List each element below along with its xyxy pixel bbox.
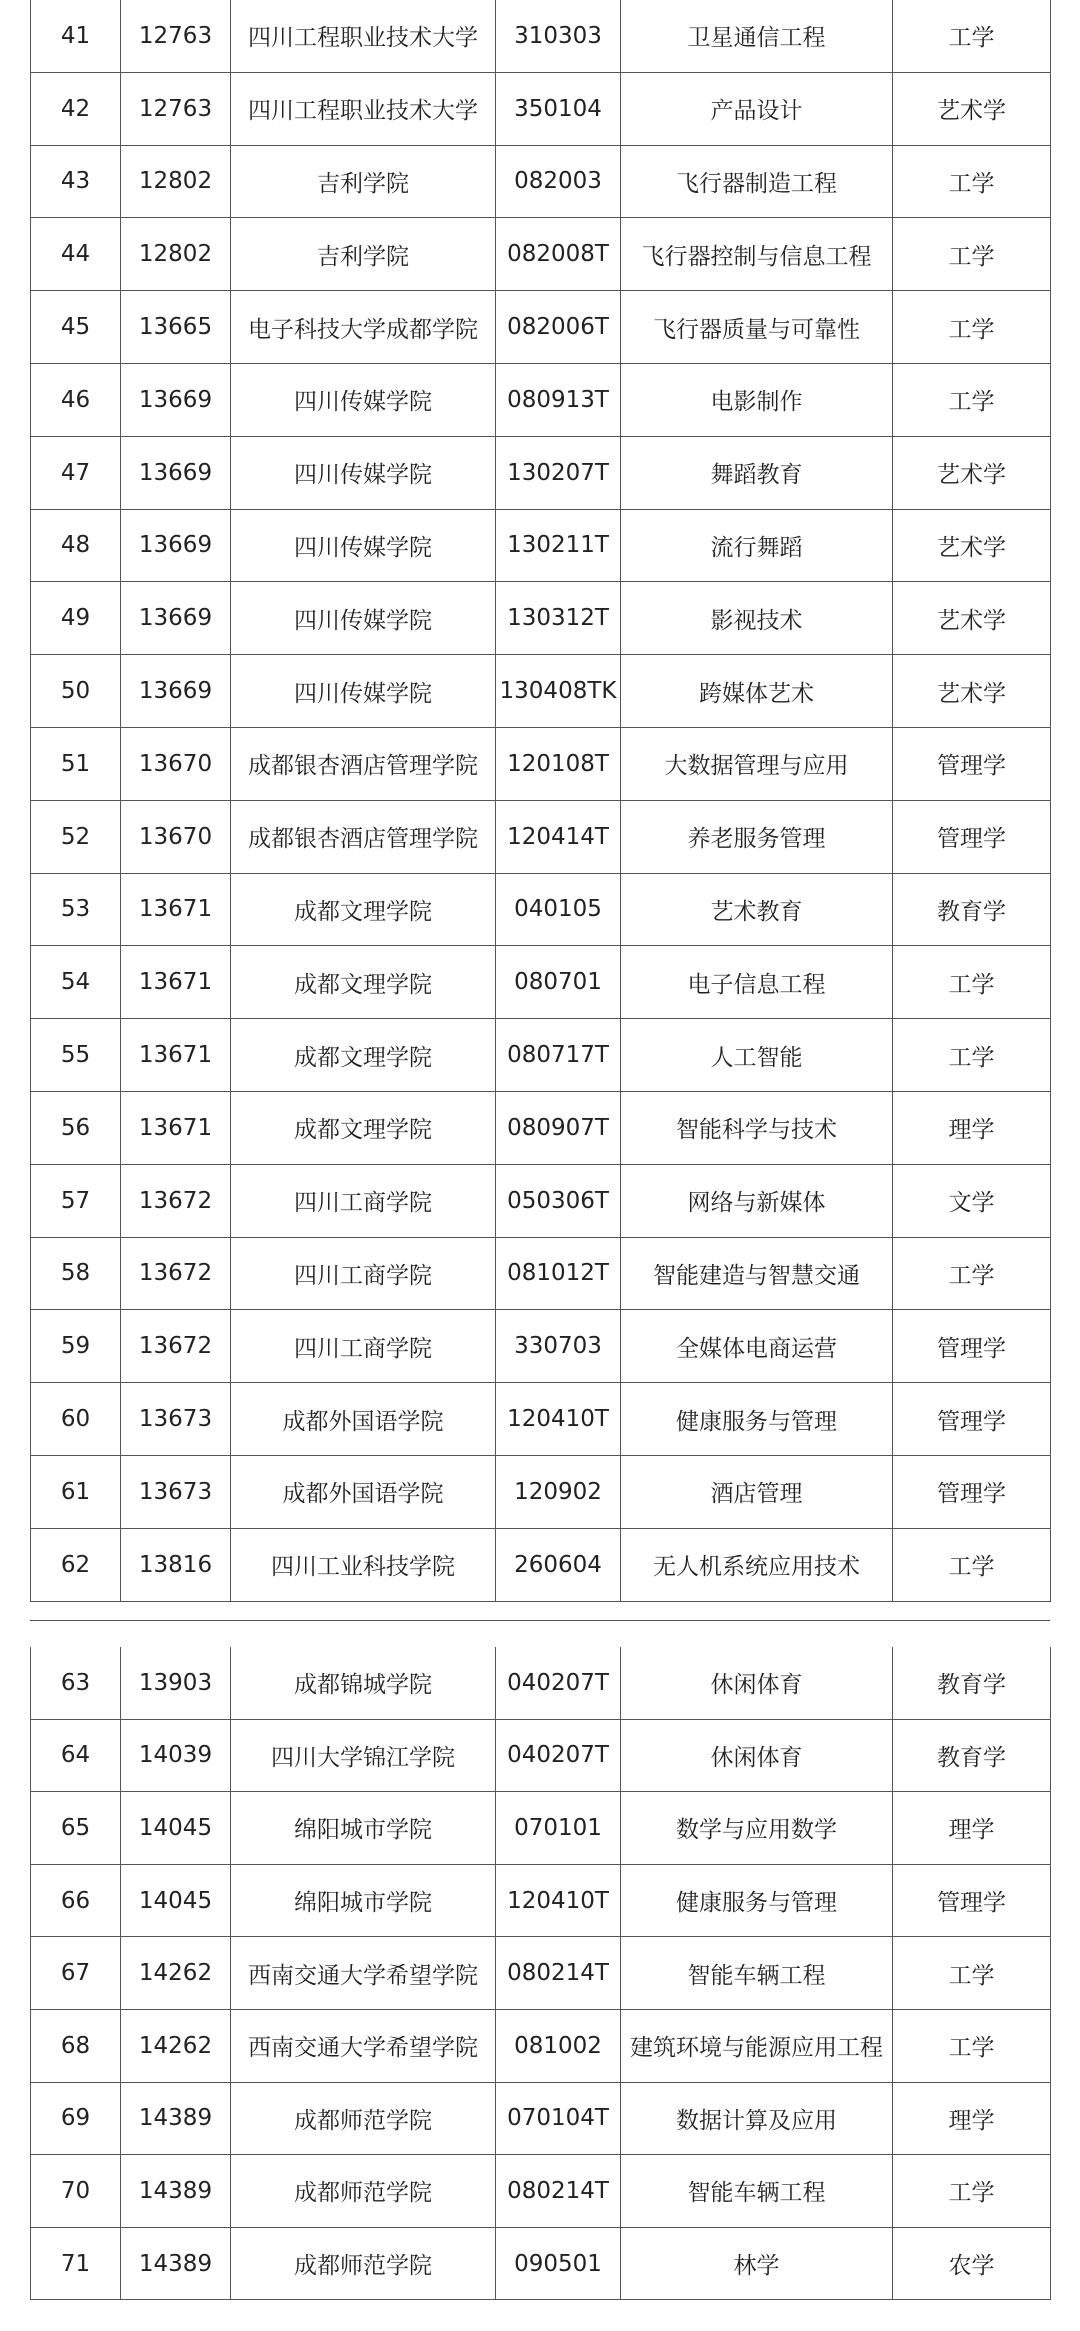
row-index-cell: 57 (31, 1164, 121, 1237)
row-index-cell: 42 (31, 72, 121, 145)
school-code-cell: 13671 (121, 946, 231, 1019)
row-index-cell: 68 (31, 2009, 121, 2082)
school-name-cell: 四川工程职业技术大学 (231, 72, 496, 145)
school-name-cell: 四川工程职业技术大学 (231, 0, 496, 72)
major-name-cell: 网络与新媒体 (621, 1164, 893, 1237)
major-name-cell: 数学与应用数学 (621, 1792, 893, 1865)
school-code-cell: 13672 (121, 1237, 231, 1310)
table-row (31, 1455, 1051, 1528)
table-row (31, 1019, 1051, 1092)
school-name-cell: 四川传媒学院 (231, 509, 496, 582)
school-name-cell: 电子科技大学成都学院 (231, 291, 496, 364)
school-name-cell: 四川传媒学院 (231, 436, 496, 509)
school-code-cell: 13816 (121, 1528, 231, 1601)
major-code-cell: 130211T (496, 509, 621, 582)
school-name-cell: 四川传媒学院 (231, 655, 496, 728)
major-name-cell: 电子信息工程 (621, 946, 893, 1019)
table-row (31, 727, 1051, 800)
major-name-cell: 林学 (621, 2227, 893, 2300)
major-name-cell: 飞行器制造工程 (621, 145, 893, 218)
discipline-cell: 管理学 (893, 800, 1051, 873)
major-code-cell: 080913T (496, 363, 621, 436)
table-row (31, 1310, 1051, 1383)
discipline-cell: 工学 (893, 363, 1051, 436)
major-name-cell: 飞行器控制与信息工程 (621, 218, 893, 291)
discipline-cell: 农学 (893, 2227, 1051, 2300)
major-code-cell: 260604 (496, 1528, 621, 1601)
major-name-cell: 智能科学与技术 (621, 1091, 893, 1164)
school-name-cell: 四川传媒学院 (231, 582, 496, 655)
major-code-cell: 330703 (496, 1310, 621, 1383)
school-code-cell: 13669 (121, 582, 231, 655)
major-name-cell: 艺术教育 (621, 873, 893, 946)
discipline-cell: 理学 (893, 1792, 1051, 1865)
major-code-cell: 070101 (496, 1792, 621, 1865)
school-name-cell: 成都外国语学院 (231, 1383, 496, 1456)
major-name-cell: 酒店管理 (621, 1455, 893, 1528)
school-name-cell: 四川工业科技学院 (231, 1528, 496, 1601)
school-code-cell: 13673 (121, 1383, 231, 1456)
row-index-cell: 69 (31, 2082, 121, 2155)
school-name-cell: 四川工商学院 (231, 1164, 496, 1237)
major-name-cell: 无人机系统应用技术 (621, 1528, 893, 1601)
major-code-cell: 081012T (496, 1237, 621, 1310)
school-code-cell: 14389 (121, 2082, 231, 2155)
discipline-cell: 理学 (893, 1091, 1051, 1164)
table-row (31, 363, 1051, 436)
school-code-cell: 14045 (121, 1864, 231, 1937)
school-code-cell: 12763 (121, 72, 231, 145)
school-code-cell: 14039 (121, 1719, 231, 1792)
school-name-cell: 成都银杏酒店管理学院 (231, 727, 496, 800)
school-code-cell: 13669 (121, 436, 231, 509)
major-name-cell: 产品设计 (621, 72, 893, 145)
school-code-cell: 13672 (121, 1310, 231, 1383)
major-code-cell: 040207T (496, 1647, 621, 1719)
table-row (31, 582, 1051, 655)
school-name-cell: 成都文理学院 (231, 1019, 496, 1092)
school-name-cell: 成都外国语学院 (231, 1455, 496, 1528)
school-code-cell: 13671 (121, 1091, 231, 1164)
row-index-cell: 61 (31, 1455, 121, 1528)
major-name-cell: 养老服务管理 (621, 800, 893, 873)
discipline-cell: 管理学 (893, 727, 1051, 800)
table-row (31, 1864, 1051, 1937)
school-name-cell: 吉利学院 (231, 145, 496, 218)
school-code-cell: 14389 (121, 2227, 231, 2300)
major-code-cell: 090501 (496, 2227, 621, 2300)
school-code-cell: 13670 (121, 800, 231, 873)
discipline-cell: 工学 (893, 1019, 1051, 1092)
table-row (31, 655, 1051, 728)
discipline-cell: 艺术学 (893, 509, 1051, 582)
major-name-cell: 健康服务与管理 (621, 1383, 893, 1456)
row-index-cell: 67 (31, 1937, 121, 2010)
school-name-cell: 成都师范学院 (231, 2082, 496, 2155)
major-name-cell: 建筑环境与能源应用工程 (621, 2009, 893, 2082)
discipline-cell: 工学 (893, 2155, 1051, 2228)
discipline-cell: 工学 (893, 1937, 1051, 2010)
row-index-cell: 41 (31, 0, 121, 72)
row-index-cell: 47 (31, 436, 121, 509)
discipline-cell: 工学 (893, 291, 1051, 364)
school-name-cell: 成都文理学院 (231, 946, 496, 1019)
major-code-cell: 082008T (496, 218, 621, 291)
school-code-cell: 14045 (121, 1792, 231, 1865)
major-table-part-2 (30, 1647, 1051, 2300)
row-index-cell: 53 (31, 873, 121, 946)
major-name-cell: 健康服务与管理 (621, 1864, 893, 1937)
school-name-cell: 四川工商学院 (231, 1310, 496, 1383)
row-index-cell: 63 (31, 1647, 121, 1719)
row-index-cell: 50 (31, 655, 121, 728)
table-row (31, 873, 1051, 946)
row-index-cell: 71 (31, 2227, 121, 2300)
major-name-cell: 跨媒体艺术 (621, 655, 893, 728)
row-index-cell: 66 (31, 1864, 121, 1937)
school-name-cell: 四川传媒学院 (231, 363, 496, 436)
table-row (31, 1937, 1051, 2010)
row-index-cell: 56 (31, 1091, 121, 1164)
major-code-cell: 080214T (496, 2155, 621, 2228)
major-code-cell: 130312T (496, 582, 621, 655)
table-row (31, 1237, 1051, 1310)
discipline-cell: 教育学 (893, 1719, 1051, 1792)
school-name-cell: 成都银杏酒店管理学院 (231, 800, 496, 873)
row-index-cell: 60 (31, 1383, 121, 1456)
row-index-cell: 54 (31, 946, 121, 1019)
school-code-cell: 12763 (121, 0, 231, 72)
row-index-cell: 51 (31, 727, 121, 800)
major-name-cell: 休闲体育 (621, 1647, 893, 1719)
school-code-cell: 12802 (121, 145, 231, 218)
major-name-cell: 影视技术 (621, 582, 893, 655)
major-name-cell: 电影制作 (621, 363, 893, 436)
table-row (31, 800, 1051, 873)
table-row (31, 1164, 1051, 1237)
discipline-cell: 工学 (893, 145, 1051, 218)
school-name-cell: 成都锦城学院 (231, 1647, 496, 1719)
major-code-cell: 081002 (496, 2009, 621, 2082)
discipline-cell: 文学 (893, 1164, 1051, 1237)
school-code-cell: 14389 (121, 2155, 231, 2228)
school-name-cell: 四川工商学院 (231, 1237, 496, 1310)
discipline-cell: 管理学 (893, 1455, 1051, 1528)
discipline-cell: 管理学 (893, 1864, 1051, 1937)
major-code-cell: 120410T (496, 1383, 621, 1456)
table-row (31, 1091, 1051, 1164)
discipline-cell: 工学 (893, 218, 1051, 291)
discipline-cell: 艺术学 (893, 582, 1051, 655)
table-row (31, 1719, 1051, 1792)
major-code-cell: 130207T (496, 436, 621, 509)
school-code-cell: 13673 (121, 1455, 231, 1528)
row-index-cell: 48 (31, 509, 121, 582)
school-code-cell: 13670 (121, 727, 231, 800)
school-code-cell: 14262 (121, 1937, 231, 2010)
major-code-cell: 080701 (496, 946, 621, 1019)
discipline-cell: 工学 (893, 1528, 1051, 1601)
discipline-cell: 教育学 (893, 873, 1051, 946)
school-code-cell: 13669 (121, 655, 231, 728)
row-index-cell: 43 (31, 145, 121, 218)
major-code-cell: 120414T (496, 800, 621, 873)
school-name-cell: 西南交通大学希望学院 (231, 2009, 496, 2082)
major-code-cell: 050306T (496, 1164, 621, 1237)
major-name-cell: 飞行器质量与可靠性 (621, 291, 893, 364)
major-name-cell: 人工智能 (621, 1019, 893, 1092)
table-row (31, 1528, 1051, 1601)
discipline-cell: 管理学 (893, 1383, 1051, 1456)
row-index-cell: 59 (31, 1310, 121, 1383)
discipline-cell: 管理学 (893, 1310, 1051, 1383)
table-row (31, 2009, 1051, 2082)
school-name-cell: 吉利学院 (231, 218, 496, 291)
school-code-cell: 13671 (121, 1019, 231, 1092)
major-name-cell: 流行舞蹈 (621, 509, 893, 582)
major-name-cell: 全媒体电商运营 (621, 1310, 893, 1383)
discipline-cell: 工学 (893, 946, 1051, 1019)
row-index-cell: 55 (31, 1019, 121, 1092)
major-code-cell: 080214T (496, 1937, 621, 2010)
major-code-cell: 040207T (496, 1719, 621, 1792)
major-code-cell: 080717T (496, 1019, 621, 1092)
school-name-cell: 成都师范学院 (231, 2227, 496, 2300)
major-name-cell: 数据计算及应用 (621, 2082, 893, 2155)
table-row (31, 1792, 1051, 1865)
major-code-cell: 120410T (496, 1864, 621, 1937)
school-name-cell: 成都文理学院 (231, 1091, 496, 1164)
major-name-cell: 智能建造与智慧交通 (621, 1237, 893, 1310)
table-row (31, 2227, 1051, 2300)
major-name-cell: 大数据管理与应用 (621, 727, 893, 800)
table-row (31, 2082, 1051, 2155)
school-code-cell: 14262 (121, 2009, 231, 2082)
table-row (31, 218, 1051, 291)
major-code-cell: 310303 (496, 0, 621, 72)
school-code-cell: 12802 (121, 218, 231, 291)
discipline-cell: 艺术学 (893, 655, 1051, 728)
major-code-cell: 120902 (496, 1455, 621, 1528)
major-code-cell: 080907T (496, 1091, 621, 1164)
discipline-cell: 工学 (893, 1237, 1051, 1310)
school-code-cell: 13669 (121, 509, 231, 582)
table-row (31, 145, 1051, 218)
table-row (31, 1647, 1051, 1719)
discipline-cell: 艺术学 (893, 436, 1051, 509)
row-index-cell: 58 (31, 1237, 121, 1310)
table-bottom-border (30, 1620, 1050, 1621)
major-code-cell: 130408TK (496, 655, 621, 728)
school-name-cell: 西南交通大学希望学院 (231, 1937, 496, 2010)
discipline-cell: 工学 (893, 0, 1051, 72)
row-index-cell: 64 (31, 1719, 121, 1792)
school-code-cell: 13672 (121, 1164, 231, 1237)
row-index-cell: 46 (31, 363, 121, 436)
school-code-cell: 13669 (121, 363, 231, 436)
table-row (31, 72, 1051, 145)
discipline-cell: 艺术学 (893, 72, 1051, 145)
school-code-cell: 13903 (121, 1647, 231, 1719)
table-row (31, 1383, 1051, 1456)
table-row (31, 436, 1051, 509)
row-index-cell: 45 (31, 291, 121, 364)
row-index-cell: 70 (31, 2155, 121, 2228)
school-name-cell: 绵阳城市学院 (231, 1792, 496, 1865)
major-name-cell: 智能车辆工程 (621, 1937, 893, 2010)
school-code-cell: 13671 (121, 873, 231, 946)
major-name-cell: 卫星通信工程 (621, 0, 893, 72)
discipline-cell: 教育学 (893, 1647, 1051, 1719)
major-code-cell: 350104 (496, 72, 621, 145)
major-name-cell: 舞蹈教育 (621, 436, 893, 509)
row-index-cell: 62 (31, 1528, 121, 1601)
major-name-cell: 休闲体育 (621, 1719, 893, 1792)
row-index-cell: 49 (31, 582, 121, 655)
school-name-cell: 成都师范学院 (231, 2155, 496, 2228)
school-name-cell: 成都文理学院 (231, 873, 496, 946)
major-code-cell: 120108T (496, 727, 621, 800)
school-name-cell: 绵阳城市学院 (231, 1864, 496, 1937)
discipline-cell: 工学 (893, 2009, 1051, 2082)
row-index-cell: 65 (31, 1792, 121, 1865)
major-code-cell: 082006T (496, 291, 621, 364)
row-index-cell: 44 (31, 218, 121, 291)
table-row (31, 0, 1051, 72)
table-row (31, 2155, 1051, 2228)
major-code-cell: 070104T (496, 2082, 621, 2155)
table-row (31, 509, 1051, 582)
row-index-cell: 52 (31, 800, 121, 873)
major-code-cell: 082003 (496, 145, 621, 218)
school-name-cell: 四川大学锦江学院 (231, 1719, 496, 1792)
table-row (31, 291, 1051, 364)
major-table-part-1 (30, 0, 1051, 1602)
major-code-cell: 040105 (496, 873, 621, 946)
table-row (31, 946, 1051, 1019)
school-code-cell: 13665 (121, 291, 231, 364)
discipline-cell: 理学 (893, 2082, 1051, 2155)
major-name-cell: 智能车辆工程 (621, 2155, 893, 2228)
